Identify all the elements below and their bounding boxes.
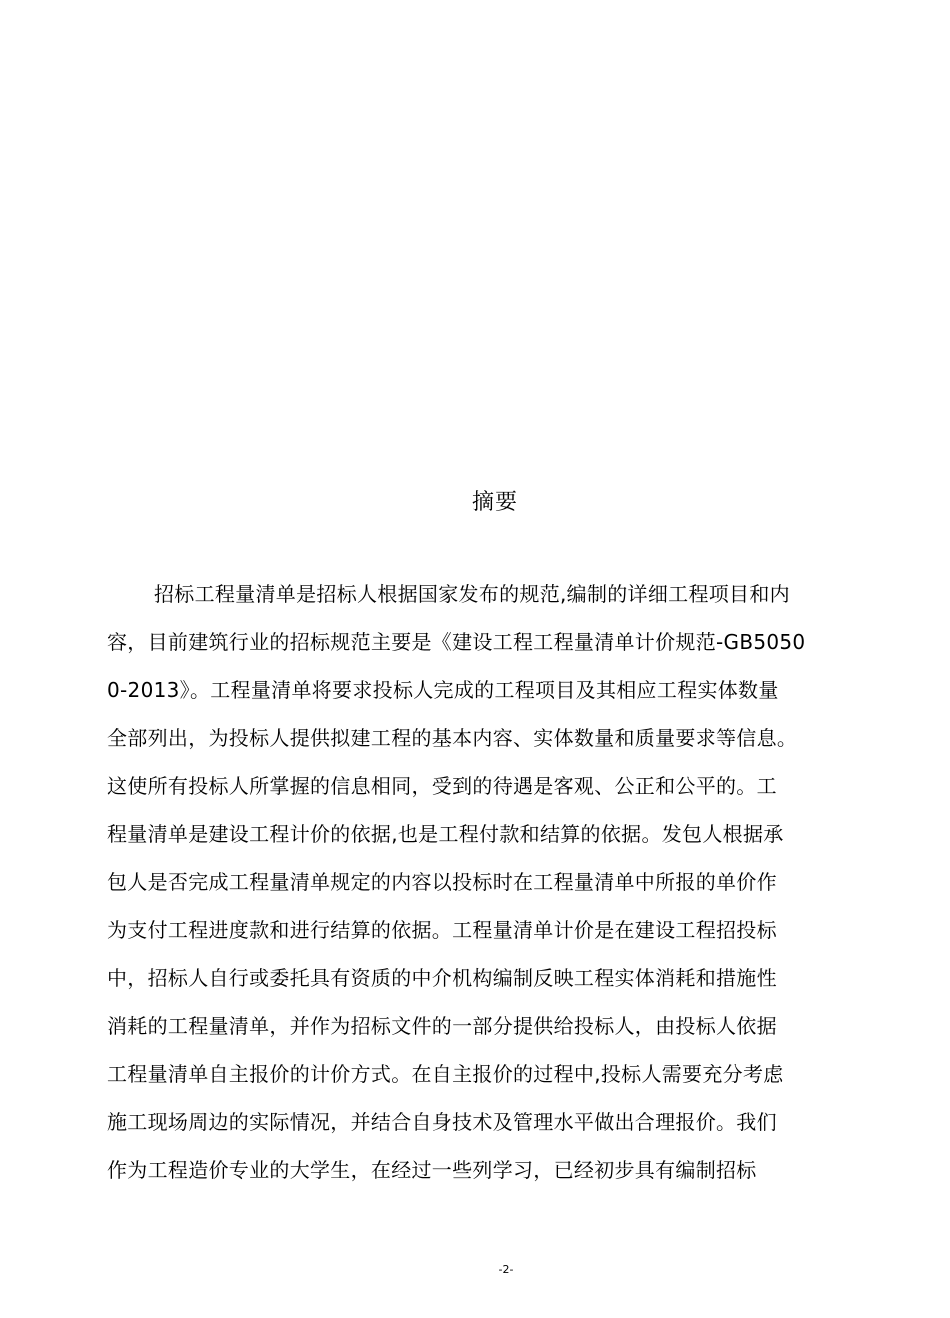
paragraph-line: 工程量清单自主报价的计价方式。在自主报价的过程中,投标人需要充分考虑: [107, 1062, 784, 1086]
paragraph-line: 招标工程量清单是招标人根据国家发布的规范,编制的详细工程项目和内: [154, 582, 790, 606]
paragraph-line: 为支付工程进度款和进行结算的依据。工程量清单计价是在建设工程招投标: [107, 918, 777, 942]
paragraph-line: 施工现场周边的实际情况，并结合自身技术及管理水平做出合理报价。我们: [107, 1110, 777, 1134]
paragraph-line: 这使所有投标人所掌握的信息相同，受到的待遇是客观、公正和公平的。工: [107, 774, 777, 798]
paragraph-line: 消耗的工程量清单，并作为招标文件的一部分提供给投标人，由投标人依据: [107, 1014, 777, 1038]
paragraph-line: 中，招标人自行或委托具有资质的中介机构编制反映工程实体消耗和措施性: [107, 966, 777, 990]
paragraph-line: 作为工程造价专业的大学生，在经过一些列学习，已经初步具有编制招标: [107, 1158, 757, 1182]
paragraph-line: 0-2013》。工程量清单将要求投标人完成的工程项目及其相应工程实体数量: [107, 678, 779, 702]
paragraph-line: 容，目前建筑行业的招标规范主要是《建设工程工程量清单计价规范-GB5050: [107, 630, 806, 654]
paragraph-line: 全部列出，为投标人提供拟建工程的基本内容、实体数量和质量要求等信息。: [107, 726, 798, 750]
paragraph-line: 程量清单是建设工程计价的依据,也是工程付款和结算的依据。发包人根据承: [107, 822, 784, 846]
paragraph-line: 包人是否完成工程量清单规定的内容以投标时在工程量清单中所报的单价作: [107, 870, 777, 894]
page-title: 摘要: [471, 490, 518, 515]
page-number: -2-: [498, 1263, 514, 1276]
